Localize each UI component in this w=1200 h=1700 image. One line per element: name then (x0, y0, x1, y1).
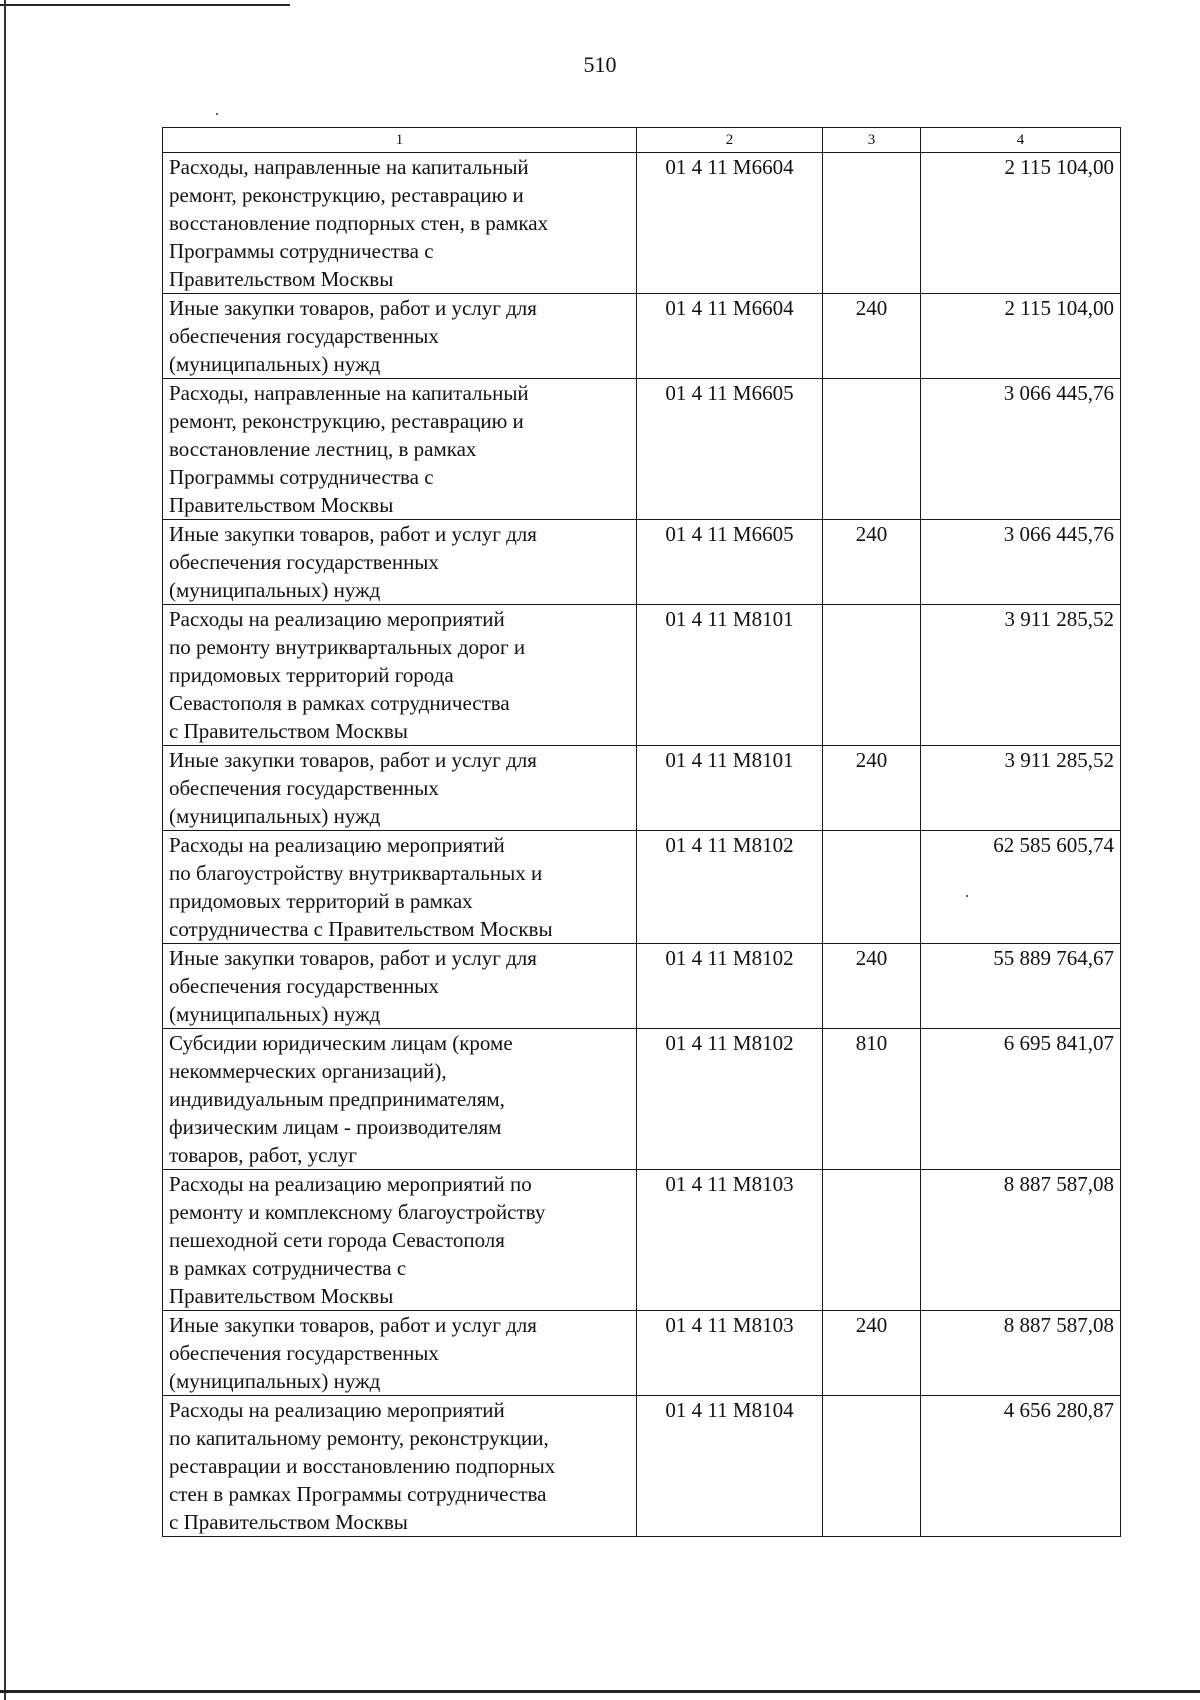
scan-edge-left (4, 0, 6, 1700)
target-code-cell: 01 4 11 М6604 (637, 153, 823, 294)
expense-type-cell: 810 (823, 1029, 921, 1170)
table-row (163, 944, 1121, 1029)
expense-name-line: обеспечения государственных (169, 324, 439, 348)
expense-name-cell (163, 605, 637, 746)
expense-name-line: обеспечения государственных (169, 776, 439, 800)
expense-name-line: (муниципальных) нужд (169, 1002, 381, 1026)
expense-name-line: по ремонту внутриквартальных дорог и (169, 635, 526, 659)
amount-cell: 2 115 104,00 (921, 153, 1121, 294)
target-code-cell: 01 4 11 М8102 (637, 944, 823, 1029)
scan-edge-bottom (0, 1690, 1200, 1693)
expense-name-cell (163, 1311, 637, 1396)
table-row (163, 605, 1121, 746)
expense-name-line: по капитальному ремонту, реконструкции, (169, 1426, 549, 1450)
expense-name-cell (163, 520, 637, 605)
expense-name-line: восстановление подпорных стен, в рамках (169, 211, 549, 235)
amount-cell: 6 695 841,07 (921, 1029, 1121, 1170)
expense-name-cell (163, 379, 637, 520)
expense-name-line: Правительством Москвы (169, 267, 394, 291)
target-code-cell: 01 4 11 М6605 (637, 520, 823, 605)
expense-type-cell (823, 1396, 921, 1537)
expense-name-line: Расходы на реализацию мероприятий по (169, 1172, 532, 1196)
expense-name-line: Севастополя в рамках сотрудничества (169, 691, 510, 715)
target-code-cell: 01 4 11 М8102 (637, 831, 823, 944)
amount-cell: 2 115 104,00 (921, 294, 1121, 379)
expense-type-cell: 240 (823, 1311, 921, 1396)
column-header-amount: 4 (921, 128, 1121, 153)
amount-cell: 3 911 285,52 (921, 605, 1121, 746)
expense-name-line: ремонту и комплексному благоустройству (169, 1200, 546, 1224)
expense-name-cell (163, 294, 637, 379)
expense-name-line: придомовых территорий города (169, 663, 454, 687)
budget-table (162, 127, 1121, 1537)
table-row (163, 1396, 1121, 1537)
expense-name-line: (муниципальных) нужд (169, 804, 381, 828)
page-number: 510 (583, 52, 617, 77)
expense-type-cell (823, 153, 921, 294)
expense-name-cell (163, 1029, 637, 1170)
target-code-cell: 01 4 11 М8101 (637, 605, 823, 746)
table-row (163, 153, 1121, 294)
expense-name-line: ремонт, реконструкцию, реставрацию и (169, 183, 524, 207)
expense-name-line: обеспечения государственных (169, 550, 439, 574)
amount-cell: 8 887 587,08 (921, 1311, 1121, 1396)
expense-name-line: Иные закупки товаров, работ и услуг для (169, 748, 537, 772)
expense-name-line: по благоустройству внутриквартальных и (169, 861, 543, 885)
expense-name-cell (163, 1170, 637, 1311)
expense-name-cell (163, 1396, 637, 1537)
expense-name-line: Программы сотрудничества с (169, 239, 434, 263)
amount-cell: 4 656 280,87 (921, 1396, 1121, 1537)
table-body (163, 153, 1121, 1537)
expense-name-cell (163, 153, 637, 294)
expense-name-line: (муниципальных) нужд (169, 1369, 381, 1393)
table-row (163, 1170, 1121, 1311)
expense-name-line: некоммерческих организаций), (169, 1059, 447, 1083)
expense-name-line: ремонт, реконструкцию, реставрацию и (169, 409, 524, 433)
expense-name-line: восстановление лестниц, в рамках (169, 437, 477, 461)
amount-cell: 55 889 764,67 (921, 944, 1121, 1029)
table-row (163, 379, 1121, 520)
expense-type-cell: 240 (823, 746, 921, 831)
target-code-cell: 01 4 11 М8103 (637, 1311, 823, 1396)
expense-name-line: с Правительством Москвы (169, 1510, 408, 1534)
expense-type-cell (823, 1170, 921, 1311)
table-row (163, 1311, 1121, 1396)
scan-speck (216, 113, 218, 115)
expense-type-cell: 240 (823, 520, 921, 605)
expense-name-line: физическим лицам - производителям (169, 1115, 502, 1139)
expense-name-line: (муниципальных) нужд (169, 578, 381, 602)
expense-name-cell (163, 831, 637, 944)
expense-name-line: реставрации и восстановлению подпорных (169, 1454, 556, 1478)
amount-cell: 3 066 445,76 (921, 379, 1121, 520)
expense-name-cell (163, 746, 637, 831)
target-code-cell: 01 4 11 М8103 (637, 1170, 823, 1311)
expense-name-line: Расходы на реализацию мероприятий (169, 1398, 505, 1422)
expense-name-line: товаров, работ, услуг (169, 1143, 358, 1167)
expense-name-line: Программы сотрудничества с (169, 465, 434, 489)
expense-name-line: Расходы, направленные на капитальный (169, 155, 529, 179)
expense-name-line: Иные закупки товаров, работ и услуг для (169, 296, 537, 320)
scan-edge-top (0, 4, 290, 6)
table-row (163, 746, 1121, 831)
amount-cell: 3 066 445,76 (921, 520, 1121, 605)
target-code-cell: 01 4 11 М8104 (637, 1396, 823, 1537)
expense-name-line: обеспечения государственных (169, 1341, 439, 1365)
expense-type-cell (823, 605, 921, 746)
expense-name-line: стен в рамках Программы сотрудничества (169, 1482, 547, 1506)
table-row (163, 831, 1121, 944)
table-row (163, 294, 1121, 379)
expense-type-cell: 240 (823, 944, 921, 1029)
table-row (163, 520, 1121, 605)
expense-type-cell (823, 379, 921, 520)
expense-name-line: Расходы, направленные на капитальный (169, 381, 529, 405)
target-code-cell: 01 4 11 М6604 (637, 294, 823, 379)
expense-name-line: в рамках сотрудничества с (169, 1256, 407, 1280)
expense-name-line: придомовых территорий в рамках (169, 889, 473, 913)
expense-name-line: Правительством Москвы (169, 493, 394, 517)
target-code-cell: 01 4 11 М8102 (637, 1029, 823, 1170)
amount-cell: 3 911 285,52 (921, 746, 1121, 831)
expense-name-line: сотрудничества с Правительством Москвы (169, 917, 553, 941)
expense-name-line: Иные закупки товаров, работ и услуг для (169, 1313, 537, 1337)
amount-cell: 62 585 605,74 (921, 831, 1121, 944)
expense-name-line: Иные закупки товаров, работ и услуг для (169, 946, 537, 970)
expense-name-line: Иные закупки товаров, работ и услуг для (169, 522, 537, 546)
table-row (163, 1029, 1121, 1170)
column-header-code: 2 (637, 128, 823, 153)
expense-name-line: индивидуальным предпринимателям, (169, 1087, 505, 1111)
header-row (163, 128, 1121, 153)
expense-name-line: обеспечения государственных (169, 974, 439, 998)
amount-cell: 8 887 587,08 (921, 1170, 1121, 1311)
expense-name-line: (муниципальных) нужд (169, 352, 381, 376)
expense-type-cell (823, 831, 921, 944)
target-code-cell: 01 4 11 М8101 (637, 746, 823, 831)
column-header-name: 1 (163, 128, 637, 153)
expense-name-cell (163, 944, 637, 1029)
expense-name-line: пешеходной сети города Севастополя (169, 1228, 505, 1252)
expense-name-line: с Правительством Москвы (169, 719, 408, 743)
expense-name-line: Расходы на реализацию мероприятий (169, 607, 505, 631)
expense-type-cell: 240 (823, 294, 921, 379)
column-header-type: 3 (823, 128, 921, 153)
expense-name-line: Субсидии юридическим лицам (кроме (169, 1031, 513, 1055)
expense-name-line: Правительством Москвы (169, 1284, 394, 1308)
target-code-cell: 01 4 11 М6605 (637, 379, 823, 520)
expense-name-line: Расходы на реализацию мероприятий (169, 833, 505, 857)
